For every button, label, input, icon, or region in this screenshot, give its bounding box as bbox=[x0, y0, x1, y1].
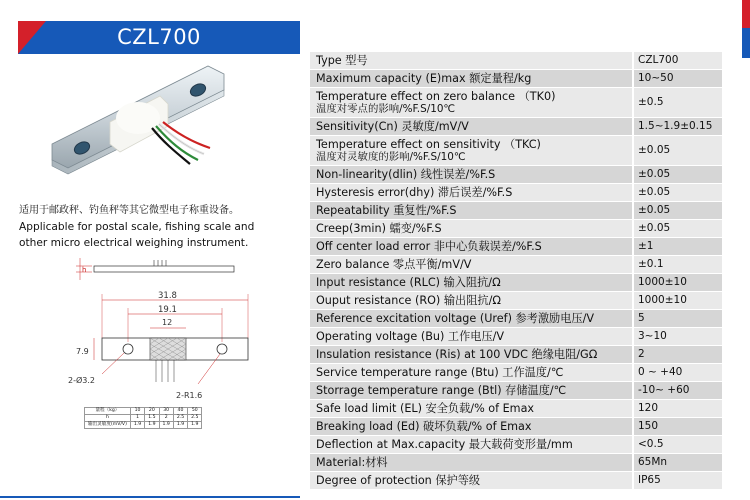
title-banner bbox=[18, 21, 300, 54]
spec-row bbox=[310, 166, 722, 184]
spec-value: ±0.05 bbox=[633, 136, 722, 166]
spec-value: ±0.05 bbox=[633, 202, 722, 220]
spec-label-text: Storrage temperature range (Btl) 存储温度/℃ bbox=[316, 384, 567, 397]
spec-label bbox=[310, 328, 633, 346]
table-cell: 1.9 bbox=[188, 422, 202, 429]
spec-row bbox=[310, 472, 722, 490]
spec-value: 5 bbox=[633, 310, 722, 328]
table-cell: 1 bbox=[130, 415, 144, 422]
table-cell: h bbox=[85, 415, 131, 422]
description-en-line1: Applicable for postal scale, fishing scale and bbox=[19, 221, 255, 233]
spec-row bbox=[310, 310, 722, 328]
spec-label-text: Type 型号 bbox=[316, 54, 368, 67]
table-cell: 10 bbox=[130, 408, 144, 415]
dim-inner: 12 bbox=[162, 318, 173, 327]
spec-label-text: Deflection at Max.capacity 最大载荷变形量/mm bbox=[316, 438, 573, 451]
table-row bbox=[85, 415, 202, 422]
spec-value: 3~10 bbox=[633, 328, 722, 346]
table-cell: 2.5 bbox=[173, 415, 187, 422]
spec-row bbox=[310, 136, 722, 166]
spec-label bbox=[310, 310, 633, 328]
spec-label-text: Off center load error 非中心负载误差/%F.S bbox=[316, 240, 542, 253]
spec-value: 150 bbox=[633, 418, 722, 436]
spec-label-text-zh: 温度对灵敏度的影响/%F.S/10℃ bbox=[316, 150, 466, 163]
banner-red-accent bbox=[18, 21, 46, 54]
spec-label-text: Operating voltage (Bu) 工作电压/V bbox=[316, 330, 505, 343]
table-cell: 2.5 bbox=[188, 415, 202, 422]
spec-value: 1.5~1.9±0.15 bbox=[633, 118, 722, 136]
table-cell: 50 bbox=[188, 408, 202, 415]
table-cell: 输出灵敏度(mV/V) bbox=[85, 422, 131, 429]
spec-label bbox=[310, 136, 633, 166]
spec-row bbox=[310, 88, 722, 118]
spec-value: 65Mn bbox=[633, 454, 722, 472]
table-cell: 30 bbox=[159, 408, 173, 415]
spec-label-text: Safe load limit (EL) 安全负载/% of Emax bbox=[316, 402, 535, 415]
dim-holes: 2-Ø3.2 bbox=[68, 376, 95, 385]
spec-value: ±0.5 bbox=[633, 88, 722, 118]
table-cell: 40 bbox=[173, 408, 187, 415]
spec-row bbox=[310, 118, 722, 136]
spec-row bbox=[310, 220, 722, 238]
spec-label bbox=[310, 256, 633, 274]
spec-row bbox=[310, 418, 722, 436]
product-title: CZL700 bbox=[117, 25, 201, 49]
spec-label bbox=[310, 202, 633, 220]
spec-label bbox=[310, 292, 633, 310]
table-row bbox=[85, 408, 202, 415]
edge-accent-red bbox=[742, 0, 750, 28]
spec-value: 0 ~ +40 bbox=[633, 364, 722, 382]
spec-label-text: Zero balance 零点平衡/mV/V bbox=[316, 258, 472, 271]
spec-label-text: Temperature effect on zero balance （TK0) bbox=[316, 89, 556, 103]
spec-value: ±0.1 bbox=[633, 256, 722, 274]
spec-row bbox=[310, 274, 722, 292]
spec-row bbox=[310, 382, 722, 400]
spec-value: 2 bbox=[633, 346, 722, 364]
spec-row bbox=[310, 346, 722, 364]
spec-label-text: Temperature effect on sensitivity （TKC) bbox=[316, 137, 541, 151]
spec-value: 1000±10 bbox=[633, 274, 722, 292]
spec-label bbox=[310, 400, 633, 418]
description-en-line2: other micro electrical weighing instrument. bbox=[19, 237, 249, 249]
dim-h: h bbox=[82, 266, 87, 274]
spec-row bbox=[310, 292, 722, 310]
dim-total-length: 31.8 bbox=[158, 291, 177, 301]
spec-row bbox=[310, 364, 722, 382]
spec-label-text: Sensitivity(Cn) 灵敏度/mV/V bbox=[316, 120, 469, 133]
spec-row bbox=[310, 400, 722, 418]
spec-label-text: Hysteresis error(dhy) 滞后误差/%F.S bbox=[316, 186, 513, 199]
spec-label-text-zh: 温度对零点的影响/%F.S/10℃ bbox=[316, 102, 456, 115]
spec-label-text: Input resistance (RLC) 输入阻抗/Ω bbox=[316, 276, 501, 289]
table-cell: 1.9 bbox=[173, 422, 187, 429]
spec-value: -10~ +60 bbox=[633, 382, 722, 400]
spec-label bbox=[310, 454, 633, 472]
spec-row bbox=[310, 238, 722, 256]
spec-label bbox=[310, 52, 633, 70]
spec-value: ±0.05 bbox=[633, 220, 722, 238]
spec-label bbox=[310, 472, 633, 490]
spec-label-text: Service temperature range (Btu) 工作温度/℃ bbox=[316, 366, 564, 379]
spec-label-text: Insulation resistance (Ris) at 100 VDC 绝缘电阻/GΩ bbox=[316, 348, 598, 361]
spec-row bbox=[310, 70, 722, 88]
spec-label bbox=[310, 418, 633, 436]
spec-label-text: Degree of protection 保护等级 bbox=[316, 474, 481, 487]
description-zh: 适用于邮政秤、钓鱼秤等其它微型电子称重设备。 bbox=[19, 205, 239, 216]
dim-height: 7.9 bbox=[76, 347, 89, 356]
spec-label bbox=[310, 166, 633, 184]
spec-label-text: Creep(3min) 蠕变/%F.S bbox=[316, 222, 442, 235]
spec-row bbox=[310, 454, 722, 472]
spec-table bbox=[310, 52, 722, 490]
spec-label bbox=[310, 274, 633, 292]
spec-value: <0.5 bbox=[633, 436, 722, 454]
spec-row bbox=[310, 52, 722, 70]
spec-label bbox=[310, 436, 633, 454]
spec-value: ±0.05 bbox=[633, 166, 722, 184]
spec-label-text: Breaking load (Ed) 破坏负载/% of Emax bbox=[316, 420, 532, 433]
spec-row bbox=[310, 184, 722, 202]
bottom-divider bbox=[0, 496, 300, 498]
spec-value: CZL700 bbox=[633, 52, 722, 70]
spec-label bbox=[310, 382, 633, 400]
spec-label bbox=[310, 70, 633, 88]
dimension-drawing bbox=[58, 258, 250, 403]
spec-label-text: Reference excitation voltage (Uref) 参考激励电压/V bbox=[316, 312, 595, 325]
spec-row bbox=[310, 328, 722, 346]
spec-row bbox=[310, 202, 722, 220]
application-description bbox=[19, 203, 281, 251]
dim-radius: 2-R1.6 bbox=[176, 391, 203, 400]
spec-value: ±1 bbox=[633, 238, 722, 256]
table-cell: 1.9 bbox=[159, 422, 173, 429]
table-cell: 1.5 bbox=[145, 415, 159, 422]
spec-row bbox=[310, 436, 722, 454]
spec-value: 120 bbox=[633, 400, 722, 418]
spec-label bbox=[310, 118, 633, 136]
spec-label bbox=[310, 88, 633, 118]
spec-label bbox=[310, 364, 633, 382]
load-cell-photo bbox=[40, 56, 270, 196]
spec-value: ±0.05 bbox=[633, 184, 722, 202]
spec-value: 1000±10 bbox=[633, 292, 722, 310]
spec-label-text: Maximum capacity (E)max 额定量程/kg bbox=[316, 72, 532, 85]
spec-label-text: Material:材料 bbox=[316, 456, 388, 469]
spec-label bbox=[310, 184, 633, 202]
spec-value: IP65 bbox=[633, 472, 722, 490]
table-cell: 2 bbox=[159, 415, 173, 422]
table-cell: 20 bbox=[145, 408, 159, 415]
spec-value: 10~50 bbox=[633, 70, 722, 88]
capacity-table bbox=[84, 407, 202, 429]
spec-label bbox=[310, 238, 633, 256]
dim-hole-spacing: 19.1 bbox=[158, 305, 177, 315]
edge-accent-blue bbox=[742, 28, 750, 58]
spec-row bbox=[310, 256, 722, 274]
table-cell: 1.9 bbox=[145, 422, 159, 429]
table-cell: 量程（kg） bbox=[85, 408, 131, 415]
spec-label-text: Non-linearity(dlin) 线性误差/%F.S bbox=[316, 168, 496, 181]
table-cell: 1.9 bbox=[130, 422, 144, 429]
spec-label-text: Ouput resistance (RO) 输出阻抗/Ω bbox=[316, 294, 501, 307]
spec-label bbox=[310, 220, 633, 238]
spec-label-text: Repeatability 重复性/%F.S bbox=[316, 204, 457, 217]
spec-label bbox=[310, 346, 633, 364]
table-row bbox=[85, 422, 202, 429]
